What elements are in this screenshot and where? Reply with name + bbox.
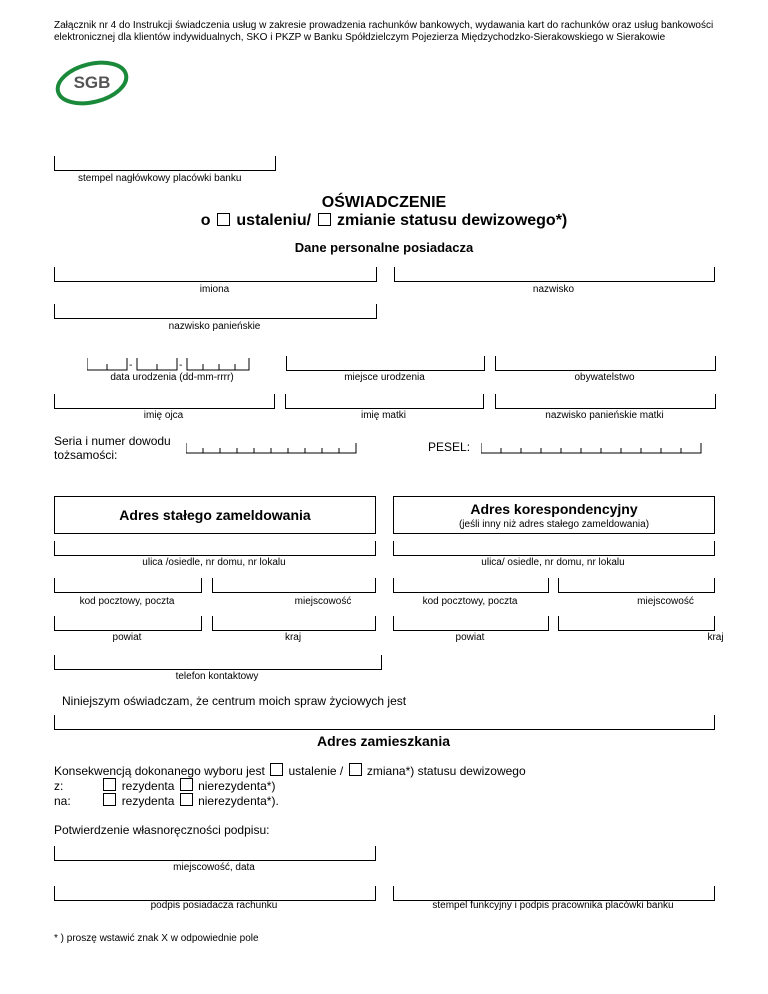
obywatelstwo-label: obywatelstwo (574, 372, 635, 383)
birth-date-label: data urodzenia (dd-mm-rrrr) (110, 372, 234, 383)
imie-ojca-field[interactable] (54, 394, 275, 409)
checkbox-z-nierezydenta[interactable] (180, 778, 193, 791)
consequence-zmiana-label: zmiana*) statusu dewizowego (366, 764, 526, 778)
consequence-text: Konsekwencją dokonanego wyboru jest (54, 764, 265, 778)
country-right-label: kraj (707, 632, 724, 643)
postcode-right-field[interactable] (393, 578, 549, 593)
county-left-field[interactable] (54, 616, 202, 631)
checkbox-ustalenie[interactable] (270, 763, 283, 776)
checkbox-zmianie[interactable] (318, 213, 331, 226)
county-left-label: powiat (112, 632, 142, 643)
imiona-field[interactable] (54, 267, 377, 282)
phone-label: telefon kontaktowy (175, 671, 259, 682)
miejsce-urodzenia-label: miejsce urodzenia (344, 372, 425, 383)
svg-text:-: - (179, 360, 183, 371)
nazwisko-label: nazwisko (532, 284, 575, 295)
checkbox-z-rezydenta[interactable] (103, 778, 116, 791)
county-right-field[interactable] (393, 616, 549, 631)
miejsce-urodzenia-field[interactable] (286, 356, 485, 371)
id-label-line1: Seria i numer dowodu (54, 434, 171, 448)
bank-stamp-field[interactable] (393, 886, 715, 901)
logo-text: SGB (73, 73, 111, 92)
correspondence-address-title: Adres korespondencyjny (470, 501, 638, 517)
city-left-label: miejscowość (294, 596, 352, 607)
permanent-address-title: Adres stałego zameldowania (119, 507, 311, 523)
page-title: OŚWIADCZENIE (321, 194, 447, 211)
imie-matki-label: imię matki (360, 410, 406, 421)
phone-field[interactable] (54, 655, 382, 670)
postcode-left-label: kod pocztowy, poczta (79, 596, 175, 607)
county-right-label: powiat (455, 632, 485, 643)
correspondence-address-note: (jeśli inny niż adres stałego zameldowania) (458, 519, 650, 530)
na-label: na: (54, 794, 71, 808)
consequence-block (54, 763, 526, 808)
pesel-field[interactable] (481, 442, 703, 460)
consequence-ustalenie-label: ustalenie / (288, 764, 344, 778)
imie-matki-field[interactable] (285, 394, 484, 409)
nazwisko-panienskie-field[interactable] (54, 304, 377, 319)
city-left-field[interactable] (212, 578, 376, 593)
country-right-field[interactable] (558, 616, 715, 631)
na-rezydenta-label: rezydenta (121, 794, 175, 808)
personal-section-title: Dane personalne posiadacza (294, 240, 474, 255)
residence-address-field[interactable] (54, 715, 715, 730)
id-document-label (54, 434, 171, 462)
permanent-address-header (54, 496, 376, 534)
subtitle-o: o (200, 212, 211, 229)
na-nierezydenta-label: nierezydenta*). (198, 794, 279, 808)
nazwisko-panienskie-matki-label: nazwisko panieńskie matki (545, 410, 664, 421)
holder-signature-field[interactable] (54, 886, 376, 901)
obywatelstwo-field[interactable] (495, 356, 716, 371)
bank-stamp-label: stempel funkcyjny i podpis pracownika placówki banku (432, 900, 674, 911)
street-right-label: ulica/ osiedle, nr domu, nr lokalu (481, 557, 625, 568)
place-date-field[interactable] (54, 846, 376, 861)
postcode-right-label: kod pocztowy, poczta (422, 596, 518, 607)
place-date-label: miejscowość, data (173, 862, 255, 873)
checkbox-na-nierezydenta[interactable] (180, 793, 193, 806)
holder-signature-label: podpis posiadacza rachunku (150, 900, 278, 911)
pesel-label: PESEL: (428, 440, 471, 454)
id-number-field[interactable] (186, 442, 358, 460)
country-left-field[interactable] (212, 616, 376, 631)
z-label: z: (54, 779, 64, 793)
imiona-label: imiona (199, 284, 230, 295)
subtitle-zmianie: zmianie statusu dewizowego*) (337, 212, 568, 229)
correspondence-address-header (393, 496, 715, 534)
declaration-text: Niniejszym oświadczam, że centrum moich spraw życiowych jest (62, 694, 407, 708)
city-right-label: miejscowość (637, 596, 694, 607)
id-label-line2: tożsamości: (54, 448, 118, 462)
stamp-label: stempel nagłówkowy placówki banku (78, 173, 242, 184)
postcode-left-field[interactable] (54, 578, 202, 593)
nazwisko-panienskie-matki-field[interactable] (495, 394, 716, 409)
stamp-field[interactable] (54, 156, 276, 171)
z-nierezydenta-label: nierezydenta*) (198, 779, 276, 793)
street-left-field[interactable] (54, 541, 376, 556)
signature-confirm-text: Potwierdzenie własnoręczności podpisu: (54, 823, 270, 837)
street-left-label: ulica /osiedle, nr domu, nr lokalu (142, 557, 286, 568)
subtitle-ustaleniu: ustaleniu/ (236, 212, 312, 229)
nazwisko-panienskie-label: nazwisko panieńskie (168, 321, 261, 332)
street-right-field[interactable] (393, 541, 715, 556)
page-subtitle (0, 212, 768, 230)
checkbox-ustaleniu[interactable] (217, 213, 230, 226)
imie-ojca-label: imię ojca (143, 410, 184, 421)
residence-address-title: Adres zamieszkania (316, 733, 451, 749)
city-right-field[interactable] (558, 578, 715, 593)
svg-text:-: - (129, 360, 133, 371)
checkbox-na-rezydenta[interactable] (103, 793, 116, 806)
sgb-logo (52, 55, 132, 107)
country-left-label: kraj (284, 632, 302, 643)
checkbox-zmiana[interactable] (349, 763, 362, 776)
z-rezydenta-label: rezydenta (121, 779, 175, 793)
nazwisko-field[interactable] (394, 267, 715, 282)
footnote: * ) proszę wstawić znak X w odpowiednie pole (54, 933, 259, 944)
header-note: Załącznik nr 4 do Instrukcji świadczenia usług w zakresie prowadzenia rachunków bankowych, wydawania kart do rachunków oraz usług bankowości elektronicznej dla klientów indywidualnych, SKO i PKZP w Banku Spółdzielczym Pojezierza Międzychodzko-Sierakowskiego w Sierakowie (54, 20, 714, 43)
